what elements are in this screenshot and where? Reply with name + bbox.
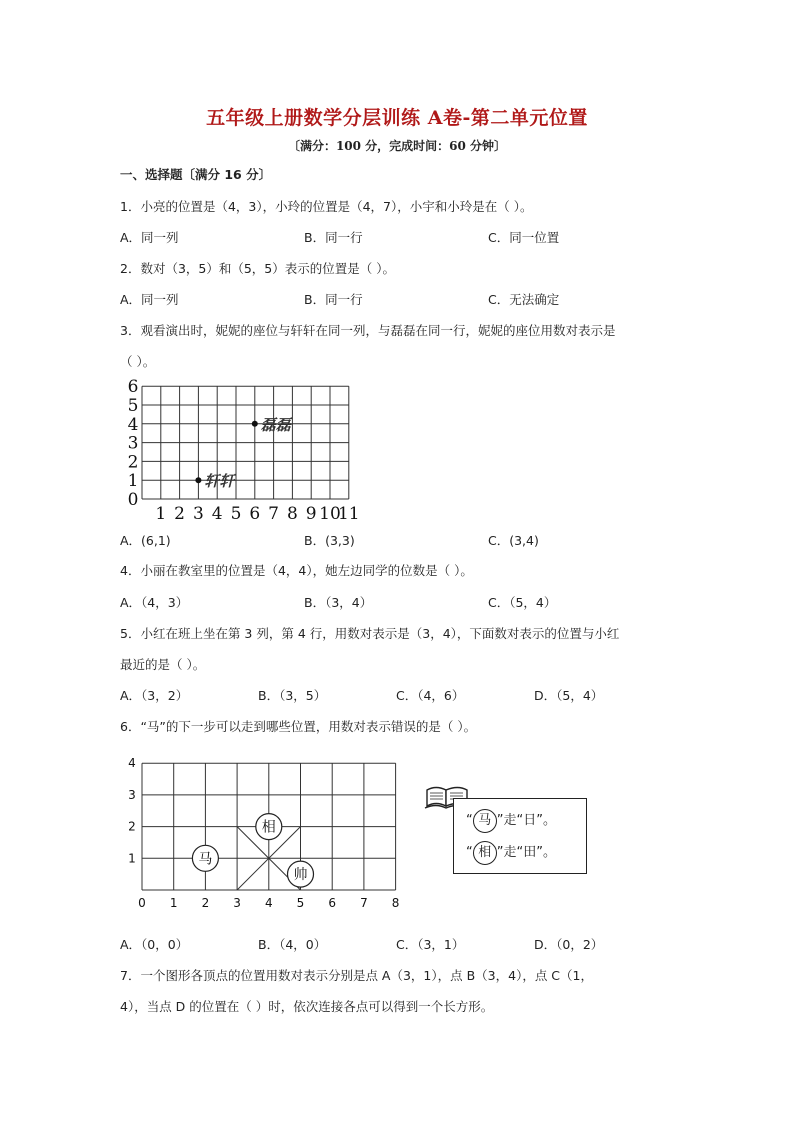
question-6-option-d[interactable]: D．（0，2） xyxy=(534,937,604,952)
question-2-option-c[interactable]: C．无法确定 xyxy=(488,292,560,307)
chess-grid-y-ticks xyxy=(128,756,136,865)
chess-piece-label: 马 xyxy=(198,851,213,868)
y-tick-label: 1 xyxy=(128,851,136,866)
chess-pieces xyxy=(192,814,313,888)
x-tick-label: 4 xyxy=(211,504,223,520)
seating-grid-y-ticks xyxy=(128,378,139,510)
x-tick-label: 5 xyxy=(230,504,242,520)
question-5-option-a[interactable]: A．（3，2） xyxy=(120,688,189,703)
x-tick-label: 2 xyxy=(174,504,186,520)
x-tick-label: 0 xyxy=(138,896,146,910)
question-4-option-c[interactable]: C．（5，4） xyxy=(488,595,557,610)
elephant-rule-text: ”走“田”。 xyxy=(496,845,556,860)
question-1-option-c[interactable]: C．同一位置 xyxy=(488,230,560,245)
y-tick-label: 4 xyxy=(128,756,136,771)
x-tick-label: 8 xyxy=(391,896,400,910)
x-tick-label: 4 xyxy=(264,896,273,910)
question-1-option-a[interactable]: A．同一列 xyxy=(120,230,179,245)
section-heading: 一、选择题〔满分 16 分〕 xyxy=(120,167,272,182)
seating-grid-figure xyxy=(118,378,368,520)
question-2-option-b[interactable]: B．同一行 xyxy=(304,292,363,307)
question-7-stem: 7．一个图形各顶点的位置用数对表示分别是点 A（3，1），点 B（3，4），点 C（1， xyxy=(120,968,593,983)
seating-grid-x-ticks xyxy=(155,504,359,520)
x-tick-label: 5 xyxy=(296,896,305,910)
open-quote: “ xyxy=(466,813,473,828)
x-tick-label: 2 xyxy=(201,896,210,910)
question-7-stem-continued: 4），当点 D 的位置在（ ）时，依次连接各点可以得到一个长方形。 xyxy=(120,999,494,1014)
question-5-stem-continued: 最近的是（ ）。 xyxy=(120,657,206,672)
x-tick-label: 3 xyxy=(192,504,204,520)
y-tick-label: 1 xyxy=(127,471,139,492)
seat-point-label: 磊磊 xyxy=(260,415,291,434)
chess-grid-figure xyxy=(118,752,418,914)
seating-grid-points xyxy=(195,416,292,490)
question-6-option-c[interactable]: C．（3，1） xyxy=(396,937,465,952)
horse-rule-text: ”走“日”。 xyxy=(496,813,556,828)
question-4-option-a[interactable]: A．（4，3） xyxy=(120,595,189,610)
x-tick-label: 7 xyxy=(360,896,368,910)
y-tick-label: 2 xyxy=(128,819,136,834)
y-tick-label: 5 xyxy=(127,396,139,416)
question-6-stem: 6．“马”的下一步可以走到哪些位置，用数对表示错误的是（ ）。 xyxy=(120,719,477,734)
question-3-option-b[interactable]: B．(3,3) xyxy=(304,533,355,548)
y-tick-label: 6 xyxy=(127,378,139,398)
x-tick-label: 7 xyxy=(268,504,280,520)
seat-point xyxy=(195,477,201,483)
x-tick-label: 9 xyxy=(305,504,317,520)
y-tick-label: 0 xyxy=(127,490,139,510)
question-1-option-b[interactable]: B．同一行 xyxy=(304,230,363,245)
horse-piece-badge: 马 xyxy=(473,809,497,833)
question-5-option-c[interactable]: C．（4，6） xyxy=(396,688,465,703)
x-tick-label: 3 xyxy=(233,896,241,910)
question-5-option-b[interactable]: B．（3，5） xyxy=(258,688,327,703)
x-tick-label: 8 xyxy=(286,504,298,520)
seating-grid-lines xyxy=(142,386,349,499)
question-3-option-a[interactable]: A．(6,1) xyxy=(120,533,171,548)
rule-note-line-2 xyxy=(466,840,556,866)
rule-note-line-1 xyxy=(466,808,556,834)
x-tick-label: 11 xyxy=(337,504,360,520)
y-tick-label: 2 xyxy=(127,452,139,473)
question-4-stem: 4．小丽在教室里的位置是（4，4），她左边同学的位数是（ ）。 xyxy=(120,563,473,578)
seat-point-label: 轩轩 xyxy=(204,472,235,491)
open-quote: “ xyxy=(466,845,473,860)
question-3-stem: 3．观看演出时，妮妮的座位与轩轩在同一列，与磊磊在同一行，妮妮的座位用数对表示是 xyxy=(120,323,616,338)
question-4-option-b[interactable]: B．（3，4） xyxy=(304,595,373,610)
x-tick-label: 6 xyxy=(249,504,261,520)
elephant-piece-badge: 相 xyxy=(473,841,497,865)
page-subtitle: 〔满分：100 分，完成时间：60 分钟〕 xyxy=(287,139,507,153)
page-title: 五年级上册数学分层训练 A卷-第二单元位置 xyxy=(206,107,588,129)
question-5-option-d[interactable]: D．（5，4） xyxy=(534,688,604,703)
x-tick-label: 10 xyxy=(319,504,341,520)
chess-grid-x-ticks xyxy=(138,896,399,910)
chess-piece-label: 帅 xyxy=(293,867,308,884)
x-tick-label: 6 xyxy=(328,896,337,910)
question-6-option-b[interactable]: B．（4，0） xyxy=(258,937,327,952)
question-2-option-a[interactable]: A．同一列 xyxy=(120,292,179,307)
x-tick-label: 1 xyxy=(169,896,178,910)
x-tick-label: 1 xyxy=(155,504,167,520)
question-3-option-c[interactable]: C．(3,4) xyxy=(488,533,539,548)
question-5-stem: 5．小红在班上坐在第 3 列，第 4 行，用数对表示是（3，4），下面数对表示的位置与小红 xyxy=(120,626,620,641)
chess-piece-label: 相 xyxy=(261,819,276,836)
question-3-stem-continued: （ ）。 xyxy=(120,354,156,369)
y-tick-label: 3 xyxy=(128,787,136,802)
y-tick-label: 4 xyxy=(127,414,139,435)
question-2-stem: 2．数对（3，5）和（5，5）表示的位置是（ ）。 xyxy=(120,261,395,276)
seat-point xyxy=(252,421,258,427)
question-1-stem: 1．小亮的位置是（4，3），小玲的位置是（4，7），小宇和小玲是在（ ）。 xyxy=(120,199,533,214)
question-6-option-a[interactable]: A．（0，0） xyxy=(120,937,189,952)
y-tick-label: 3 xyxy=(127,433,139,454)
